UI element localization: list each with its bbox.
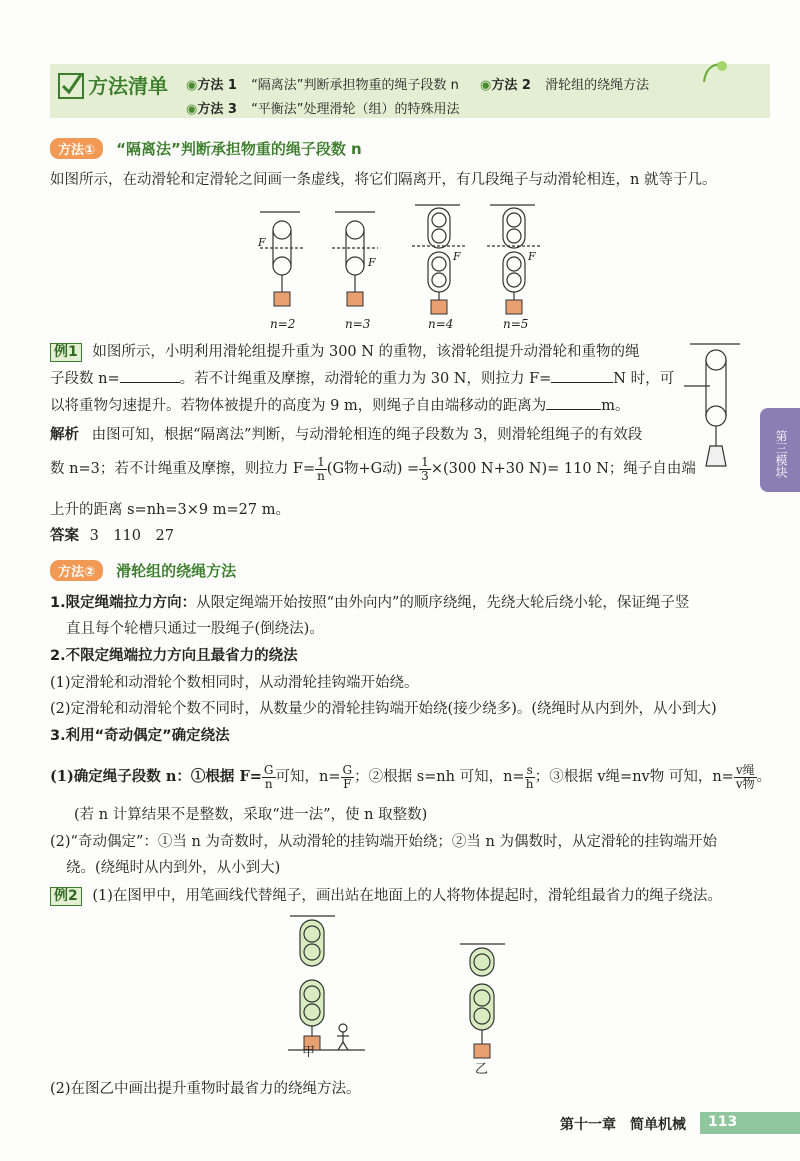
force-label-2: F [368, 256, 376, 269]
ex2-q1 [50, 886, 722, 906]
lamp-icon [700, 58, 728, 88]
ex1-analysis3: 上升的距离 s=nh=3×9 m=27 m。 [50, 502, 290, 518]
m2-p3-note: (若 n 计算结果不是整数，采取“进一法”，使 n 取整数) [74, 807, 428, 823]
m2-p2-head: 2.不限定绳端拉力方向且最省力的绕法 [50, 648, 298, 664]
m2-p3-2b: 绕。(绕绳时从内到外，从小到大) [66, 860, 281, 876]
blank-n [120, 382, 180, 383]
m2-p3-1d: ；③根据 v绳=nv物 可知，n= [534, 769, 734, 785]
method1-intro: 如图所示，在动滑轮和定滑轮之间画一条虚线，将它们隔离开，有几段绳子与动滑轮相连，n 就等于几。 [50, 172, 717, 188]
banner-method-1: ◉方法 1 “隔离法”判断承担物重的绳子段数 n [186, 78, 459, 93]
analysis-text2b: (G物+G动) = [326, 461, 420, 477]
banner-m1-text: “隔离法”判断承担物重的绳子段数 n [251, 78, 459, 93]
m2-p3-1e: 。 [756, 769, 772, 785]
frac-1-over-3: $\frac{1}{3}$ [421, 454, 429, 483]
method2-title: 滑轮组的绕绳方法 [116, 562, 237, 580]
frac-1-over-n: $\frac{1}{n}$ [317, 454, 325, 483]
banner-method-2: ◉方法 2 滑轮组的绕绳方法 [480, 78, 650, 93]
ex1-text2a: 子段数 n= [50, 371, 120, 387]
ex1-line1 [50, 342, 640, 362]
m2-p1-cont: 直且每个轮槽只通过一股绳子(倒绕法)。 [66, 621, 324, 637]
m2-p3-1b: 可知，n= [275, 769, 341, 785]
caption-jia: 甲 [302, 1045, 316, 1060]
banner-m3-text: “平衡法”处理滑轮（组）的特殊用法 [251, 102, 460, 117]
banner-m3-label: 方法 3 [197, 102, 237, 117]
pulley-figures-isolation [250, 200, 550, 335]
caption-n4: n=4 [428, 317, 454, 331]
force-label-1: F [258, 236, 266, 249]
ex1-answer [50, 526, 174, 546]
ex2-pulley-figures [280, 910, 520, 1070]
method1-title: “隔离法”判断承担物重的绳子段数 n [116, 140, 362, 158]
ex2-q2: (2)在图乙中画出提升重物时最省力的绕绳方法。 [50, 1081, 361, 1097]
banner-m2-label: 方法 2 [491, 78, 531, 93]
ex1-text3a: 以将重物匀速提升。若物体被提升的高度为 9 m，则绳子自由端移动的距离为 [50, 398, 547, 414]
frac-s-over-h: $\frac{s}{h}$ [525, 762, 534, 791]
method2-tag: 方法② [50, 560, 103, 581]
ex1-text1: 如图所示，小明利用滑轮组提升重为 300 N 的重物，该滑轮组提升动滑轮和重物的绳 [92, 344, 640, 360]
ex1-text2b: 。若不计绳重及摩擦，动滑轮的重力为 30 N，则拉力 F= [179, 371, 552, 387]
force-label-3: F [453, 250, 461, 263]
caption-n2: n=2 [270, 317, 296, 331]
ex1-line2 [50, 369, 674, 389]
ex1-text3b: m。 [601, 398, 630, 414]
frac-v-ratio: $\frac{\text{v绳}}{\text{v物}}$ [735, 762, 755, 791]
module-side-tab: 第三模块 [760, 408, 800, 492]
analysis-text2c: ×(300 N+30 N)= 110 N；绳子自由端 [430, 461, 696, 477]
banner-m2-text: 滑轮组的绕绳方法 [545, 78, 650, 93]
m2-p3-1c: ；②根据 s=nh 可知，n= [354, 769, 525, 785]
banner-m1-label: 方法 1 [197, 78, 237, 93]
m2-p3-head: 3.利用“奇动偶定”确定绕法 [50, 728, 230, 744]
banner-title: 方法清单 [88, 74, 168, 98]
ex1-analysis1 [50, 425, 642, 445]
method2-heading [50, 560, 236, 581]
checkmark-icon [58, 73, 84, 99]
force-label-4: F [528, 250, 536, 263]
ex1-line3 [50, 396, 629, 416]
caption-n3: n=3 [345, 317, 371, 331]
frac-G-over-F: $\frac{G}{F}$ [342, 762, 353, 791]
frac-G-over-n: $\frac{G}{n}$ [263, 762, 274, 791]
m2-p3-2a: (2)“奇动偶定”：①当 n 为奇数时，从动滑轮的挂钩端开始绕；②当 n 为偶数时，从定滑轮的挂钩端开始 [50, 834, 717, 850]
banner-method-3: ◉方法 3 “平衡法”处理滑轮（组）的特殊用法 [186, 102, 460, 117]
method1-tag: 方法① [50, 138, 103, 159]
m2-p3-1a: (1)确定绳子段数 n：①根据 F= [50, 768, 262, 785]
answer-text: 3 110 27 [89, 528, 174, 544]
page-number: 113 [708, 1114, 738, 1130]
blank-s [546, 409, 601, 410]
answer-label: 答案 [50, 528, 79, 544]
ex1-text2c: N 时，可 [613, 371, 675, 387]
blank-F [551, 382, 613, 383]
ex1-tag: 例1 [50, 343, 82, 362]
m2-p3-1 [50, 760, 771, 794]
analysis-text2a: 数 n=3；若不计绳重及摩擦，则拉力 F= [50, 461, 316, 477]
m2-p1-head: 1.限定绳端拉力方向： [50, 595, 197, 611]
caption-n5: n=5 [503, 317, 529, 331]
caption-yi: 乙 [475, 1062, 489, 1077]
m2-p2-b: (2)定滑轮和动滑轮个数不同时，从数量少的滑轮挂钩端开始绕(接少绕多)。(绕绳时从内到外，从小到大) [50, 701, 717, 717]
m2-p1-text: 从限定绳端开始按照“由外向内”的顺序绕绳，先绕大轮后绕小轮，保证绳子竖 [196, 595, 690, 611]
ex2-q1-text: (1)在图甲中，用笔画线代替绳子，画出站在地面上的人将物体提起时，滑轮组最省力的绳子绕法。 [92, 888, 722, 904]
footer-chapter: 第十一章 简单机械 [560, 1117, 686, 1133]
m2-p2-a: (1)定滑轮和动滑轮个数相同时，从动滑轮挂钩端开始绕。 [50, 675, 419, 691]
ex1-analysis2 [50, 452, 696, 486]
method1-heading [50, 138, 362, 159]
ex2-tag: 例2 [50, 887, 82, 906]
m2-p1 [50, 593, 689, 613]
analysis-label: 解析 [50, 427, 79, 443]
analysis-text1: 由图可知，根据“隔离法”判断，与动滑轮相连的绳子段数为 3，则滑轮组绳子的有效段 [91, 427, 643, 443]
